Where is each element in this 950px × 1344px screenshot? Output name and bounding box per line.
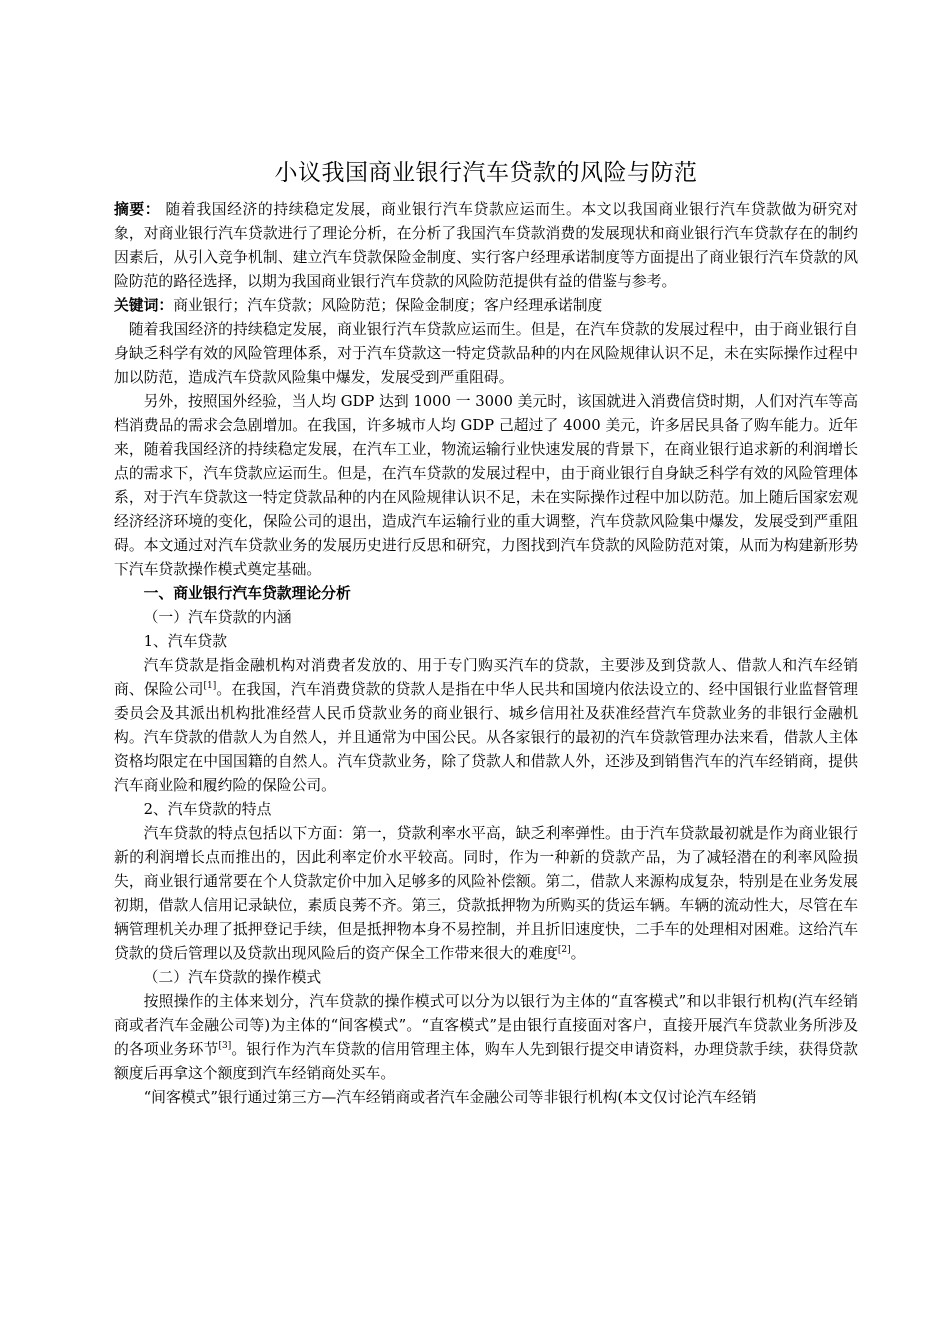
item-1-paragraph (114, 654, 858, 798)
item-2-text-a: 汽车贷款的特点包括以下方面：第一，贷款利率水平高，缺乏利率弹性。由于汽车贷款最初就是作为商业银行新的利润增长点而推出的，因此利率定价水平较高。同时，作为一种新的贷款产品，为了减轻潜在的利率风险损失，商业银行通常要在个人贷款定价中加入足够多的风险补偿额。第二，借款人来源构成复杂，特别是在业务发展初期，借款人信用记录缺位，素质良莠不齐。第三，贷款抵押物为所购买的货运车辆。车辆的流动性大，尽管在车辆管理机关办理了抵押登记手续，但是抵押物本身不易控制，并且折旧速度快，二手车的处理相对困难。这给汽车贷款的贷后管理以及贷款出现风险后的资产保全工作带来很大的难度 (114, 825, 858, 962)
abstract-text: 随着我国经济的持续稳定发展，商业银行汽车贷款应运而生。本文以我国商业银行汽车贷款做为研究对象，对商业银行汽车贷款进行了理论分析，在分析了我国汽车贷款消费的发展现状和商业银行汽车贷款存在的制约因素后，从引入竞争机制、建立汽车贷款保险金制度、实行客户经理承诺制度等方面提出了商业银行汽车贷款的风险防范的路径选择，以期为我国商业银行汽车贷款的风险防范提供有益的借鉴与参考。 (114, 201, 858, 290)
reference-1: [1] (203, 681, 217, 691)
reference-3: [3] (218, 1041, 232, 1051)
document-page (114, 150, 858, 1110)
mode-text-b: 。银行作为汽车贷款的信用管理主体，购车人先到银行提交申请资料，办理贷款手续，获得贷款额度后再拿这个额度到汽车经销商处买车。 (114, 1041, 858, 1082)
item-2-text-b: 。 (570, 945, 586, 962)
keywords-label: 关键词： (114, 297, 174, 314)
mode-paragraph (114, 990, 858, 1086)
document-title: 小议我国商业银行汽车贷款的风险与防范 (274, 160, 698, 186)
item-2-paragraph (114, 822, 858, 966)
item-2-title: 2、汽车贷款的特点 (143, 801, 272, 818)
subsection-2-heading: （二）汽车贷款的操作模式 (143, 969, 322, 986)
keywords-text: 商业银行；汽车贷款；风险防范；保险金制度；客户经理承诺制度 (173, 297, 603, 314)
item-1-text-a: 汽车贷款是指金融机构对消费者发放的、用于专门购买汽车的贷款，主要涉及到贷款人、借款人和汽车经销商、保险公司 (114, 657, 858, 698)
keywords (114, 294, 858, 318)
intro-paragraph-1: 随着我国经济的持续稳定发展，商业银行汽车贷款应运而生。但是，在汽车贷款的发展过程中，由于商业银行自身缺乏科学有效的风险管理体系，对于汽车贷款这一特定贷款品种的内在风险规律认识不足，未在实际操作过程中加以防范，造成汽车贷款风险集中爆发，发展受到严重阻碍。 (114, 321, 858, 386)
intro-paragraph-2: 另外，按照国外经验，当人均 GDP 达到 1000 一 3000 美元时，该国就进入消费信贷时期，人们对汽车等高档消费品的需求会急剧增加。在我国，许多城市人均 GDP 己超过了 4000 美元，许多居民具备了购车能力。近年来，随着我国经济的持续稳定发展，在汽车工业，物流运输行业快速发展的背景下，在商业银行追求新的利润增长点的需求下，汽车贷款应运而生。但是，在汽车贷款的发展过程中，由于商业银行自身缺乏科学有效的风险管理体系，对于汽车贷款这一特定贷款品种的内在风险规律认识不足，未在实际操作过程中加以防范。加上随后国家宏观经济经济环境的变化，保险公司的退出，造成汽车运输行业的重大调整，汽车贷款风险集中爆发，发展受到严重阻碍。本文通过对汽车贷款业务的发展历史进行反思和研究，力图找到汽车贷款的风险防范对策，从而为构建新形势下汽车贷款操作模式奠定基础。 (114, 393, 858, 578)
reference-2: [2] (557, 945, 571, 955)
item-1-text-b: 。在我国，汽车消费贷款的贷款人是指在中华人民共和国境内依法设立的、经中国银行业监督管理委员会及其派出机构批准经营人民币贷款业务的商业银行、城乡信用社及获准经营汽车贷款业务的非银行金融机构。汽车贷款的借款人为自然人，并且通常为中国公民。从各家银行的最初的汽车贷款管理办法来看，借款人主体资格均限定在中国国籍的自然人。汽车贷款业务，除了贷款人和借款人外，还涉及到销售汽车的汽车经销商，提供汽车商业险和履约险的保险公司。 (114, 681, 858, 794)
subsection-1-heading: （一）汽车贷款的内涵 (143, 609, 292, 626)
section-1-heading: 一、商业银行汽车贷款理论分析 (143, 585, 351, 602)
mode-paragraph-2: “间客模式”银行通过第三方—汽车经销商或者汽车金融公司等非银行机构(本文仅讨论汽车经销 (143, 1089, 757, 1106)
abstract-label: 摘要： (114, 201, 161, 218)
item-1-title: 1、汽车贷款 (143, 633, 227, 650)
mode-text-a: 按照操作的主体来划分，汽车贷款的操作模式可以分为以银行为主体的“直客模式”和以非银行机构(汽车经销商或者汽车金融公司等)为主体的“间客模式”。“直客模式”是由银行直接面对客户，直接开展汽车贷款业务所涉及的各项业务环节 (114, 993, 858, 1058)
abstract (114, 198, 858, 294)
